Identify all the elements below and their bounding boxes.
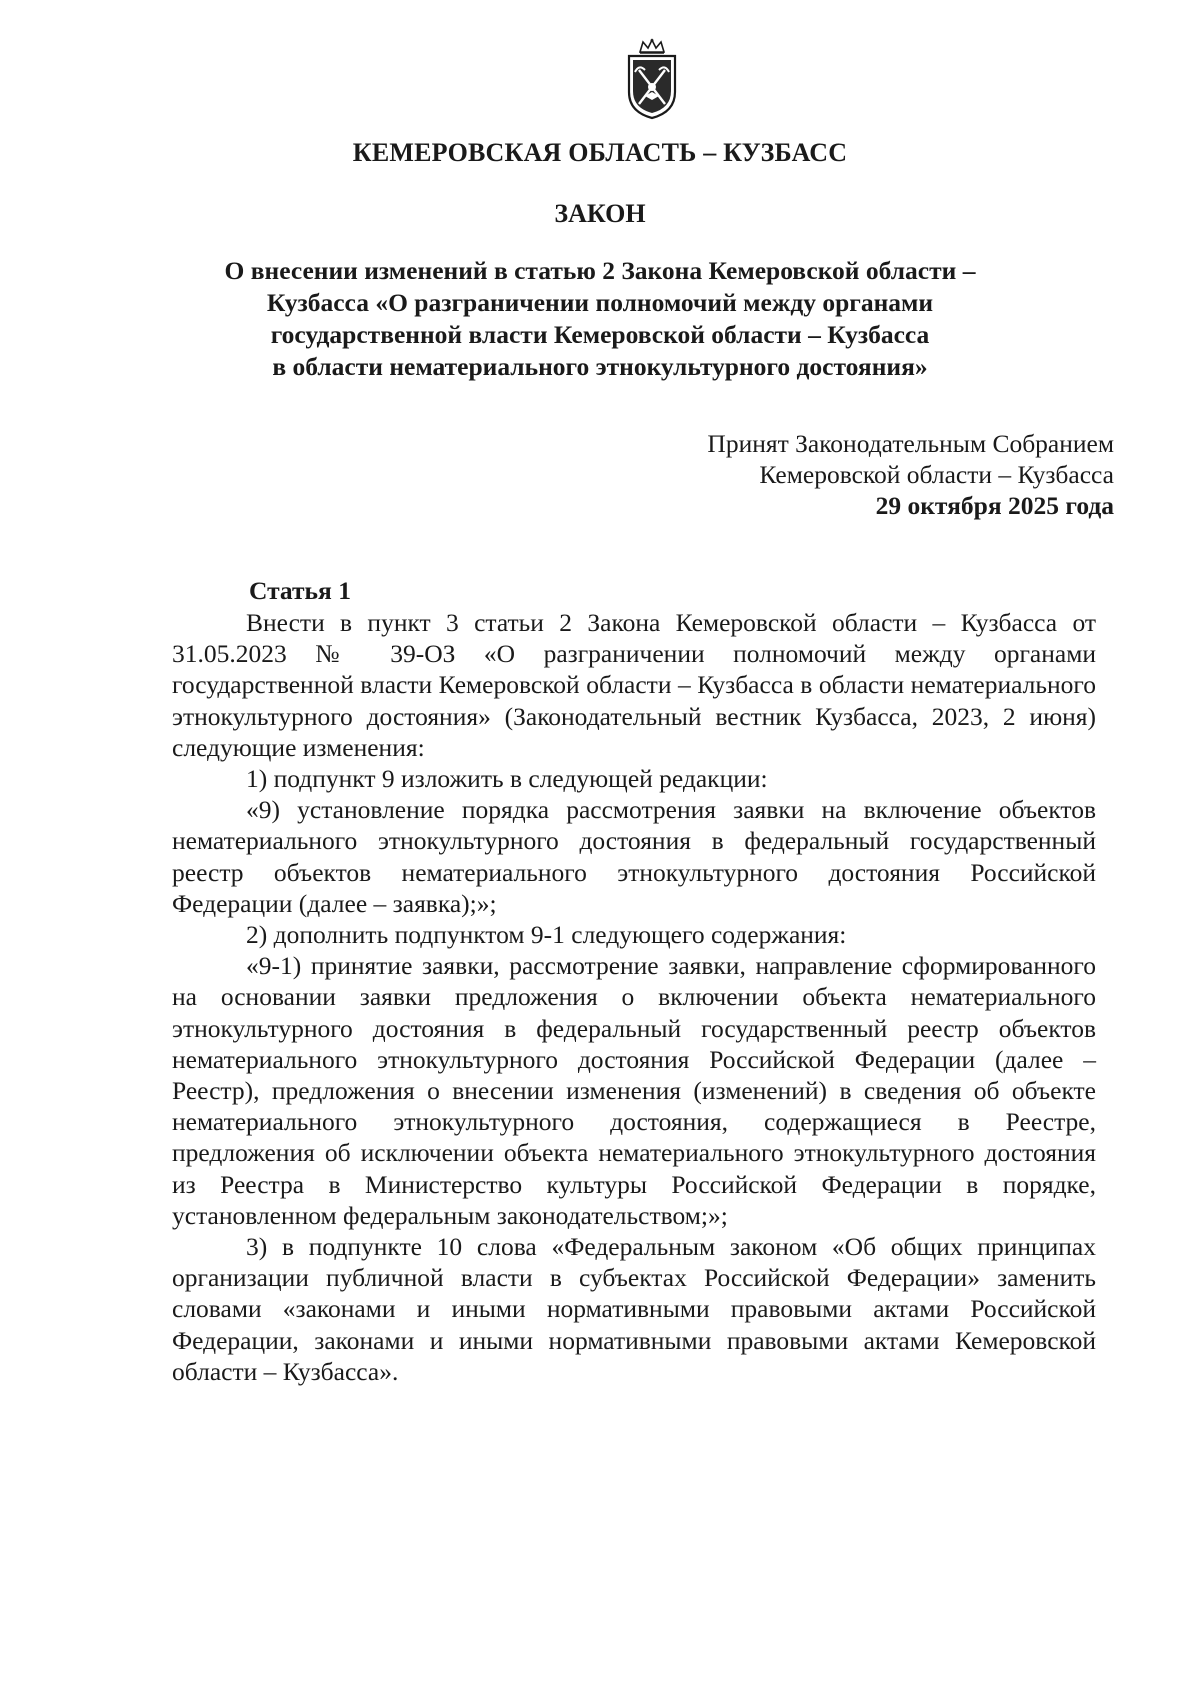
article-paragraph: 3) в подпункте 10 слова «Федеральным законом «Об общих принципах организации публичной власти в субъектах Российской Федерации» заменить словами «законами и иными нормативными правовыми актами Российской Федерации, законами и иными нормативными правовыми актами Кемеровской области – Кузбасса». <box>172 1232 1096 1386</box>
law-title-line: Кузбасса «О разграничении полномочий между органами <box>266 288 934 317</box>
coat-of-arms-icon <box>623 38 681 120</box>
article-paragraph: «9-1) принятие заявки, рассмотрение заявки, направление сформированного на основании заявки предложения о включении объекта нематериального этнокультурного достояния в федеральный государственный реестр объектов нематериального этнокультурного достояния Российской Федерации (далее – Реестр), предложения о внесении изменения (изменений) в сведения об объекте нематериального этнокультурного достояния, содержащиеся в Реестре, предложения об исключении объекта нематериального этнокультурного достояния из Реестра в Министерство культуры Российской Федерации в порядке, установленном федеральным законодательством;»; <box>172 951 1096 1230</box>
article-paragraph: 2) дополнить подпунктом 9-1 следующего содержания: <box>246 920 847 950</box>
adoption-line: Принят Законодательным Собранием <box>707 429 1114 458</box>
article-paragraph: «9) установление порядка рассмотрения заявки на включение объектов нематериального этнокультурного достояния в федеральный государственный реестр объектов нематериального этнокультурного достояния Российской Федерации (далее – заявка);»; <box>172 795 1096 918</box>
adoption-date: 29 октября 2025 года <box>875 491 1114 520</box>
law-title-line: государственной власти Кемеровской области – Кузбасса <box>270 320 930 349</box>
article-paragraph: Внести в пункт 3 статьи 2 Закона Кемеровской области – Кузбасса от 31.05.2023 № 39-ОЗ «О разграничении полномочий между органами государственной власти Кемеровской области – Кузбасса в области нематериального этнокультурного достояния» (Законодательный вестник Кузбасса, 2023, 2 июня) следующие изменения: <box>172 608 1096 762</box>
article-paragraph: 1) подпункт 9 изложить в следующей редакции: <box>246 764 768 794</box>
law-title-line: О внесении изменений в статью 2 Закона Кемеровской области – <box>224 256 976 285</box>
article-heading: Статья 1 <box>249 576 351 605</box>
document-type: ЗАКОН <box>554 199 646 228</box>
law-title-line: в области нематериального этнокультурного достояния» <box>272 352 928 381</box>
article-body <box>172 607 1096 1387</box>
adoption-line: Кемеровской области – Кузбасса <box>759 460 1114 489</box>
region-name: КЕМЕРОВСКАЯ ОБЛАСТЬ – КУЗБАСС <box>352 138 848 167</box>
law-title <box>180 255 1020 383</box>
adoption-block <box>707 428 1114 521</box>
